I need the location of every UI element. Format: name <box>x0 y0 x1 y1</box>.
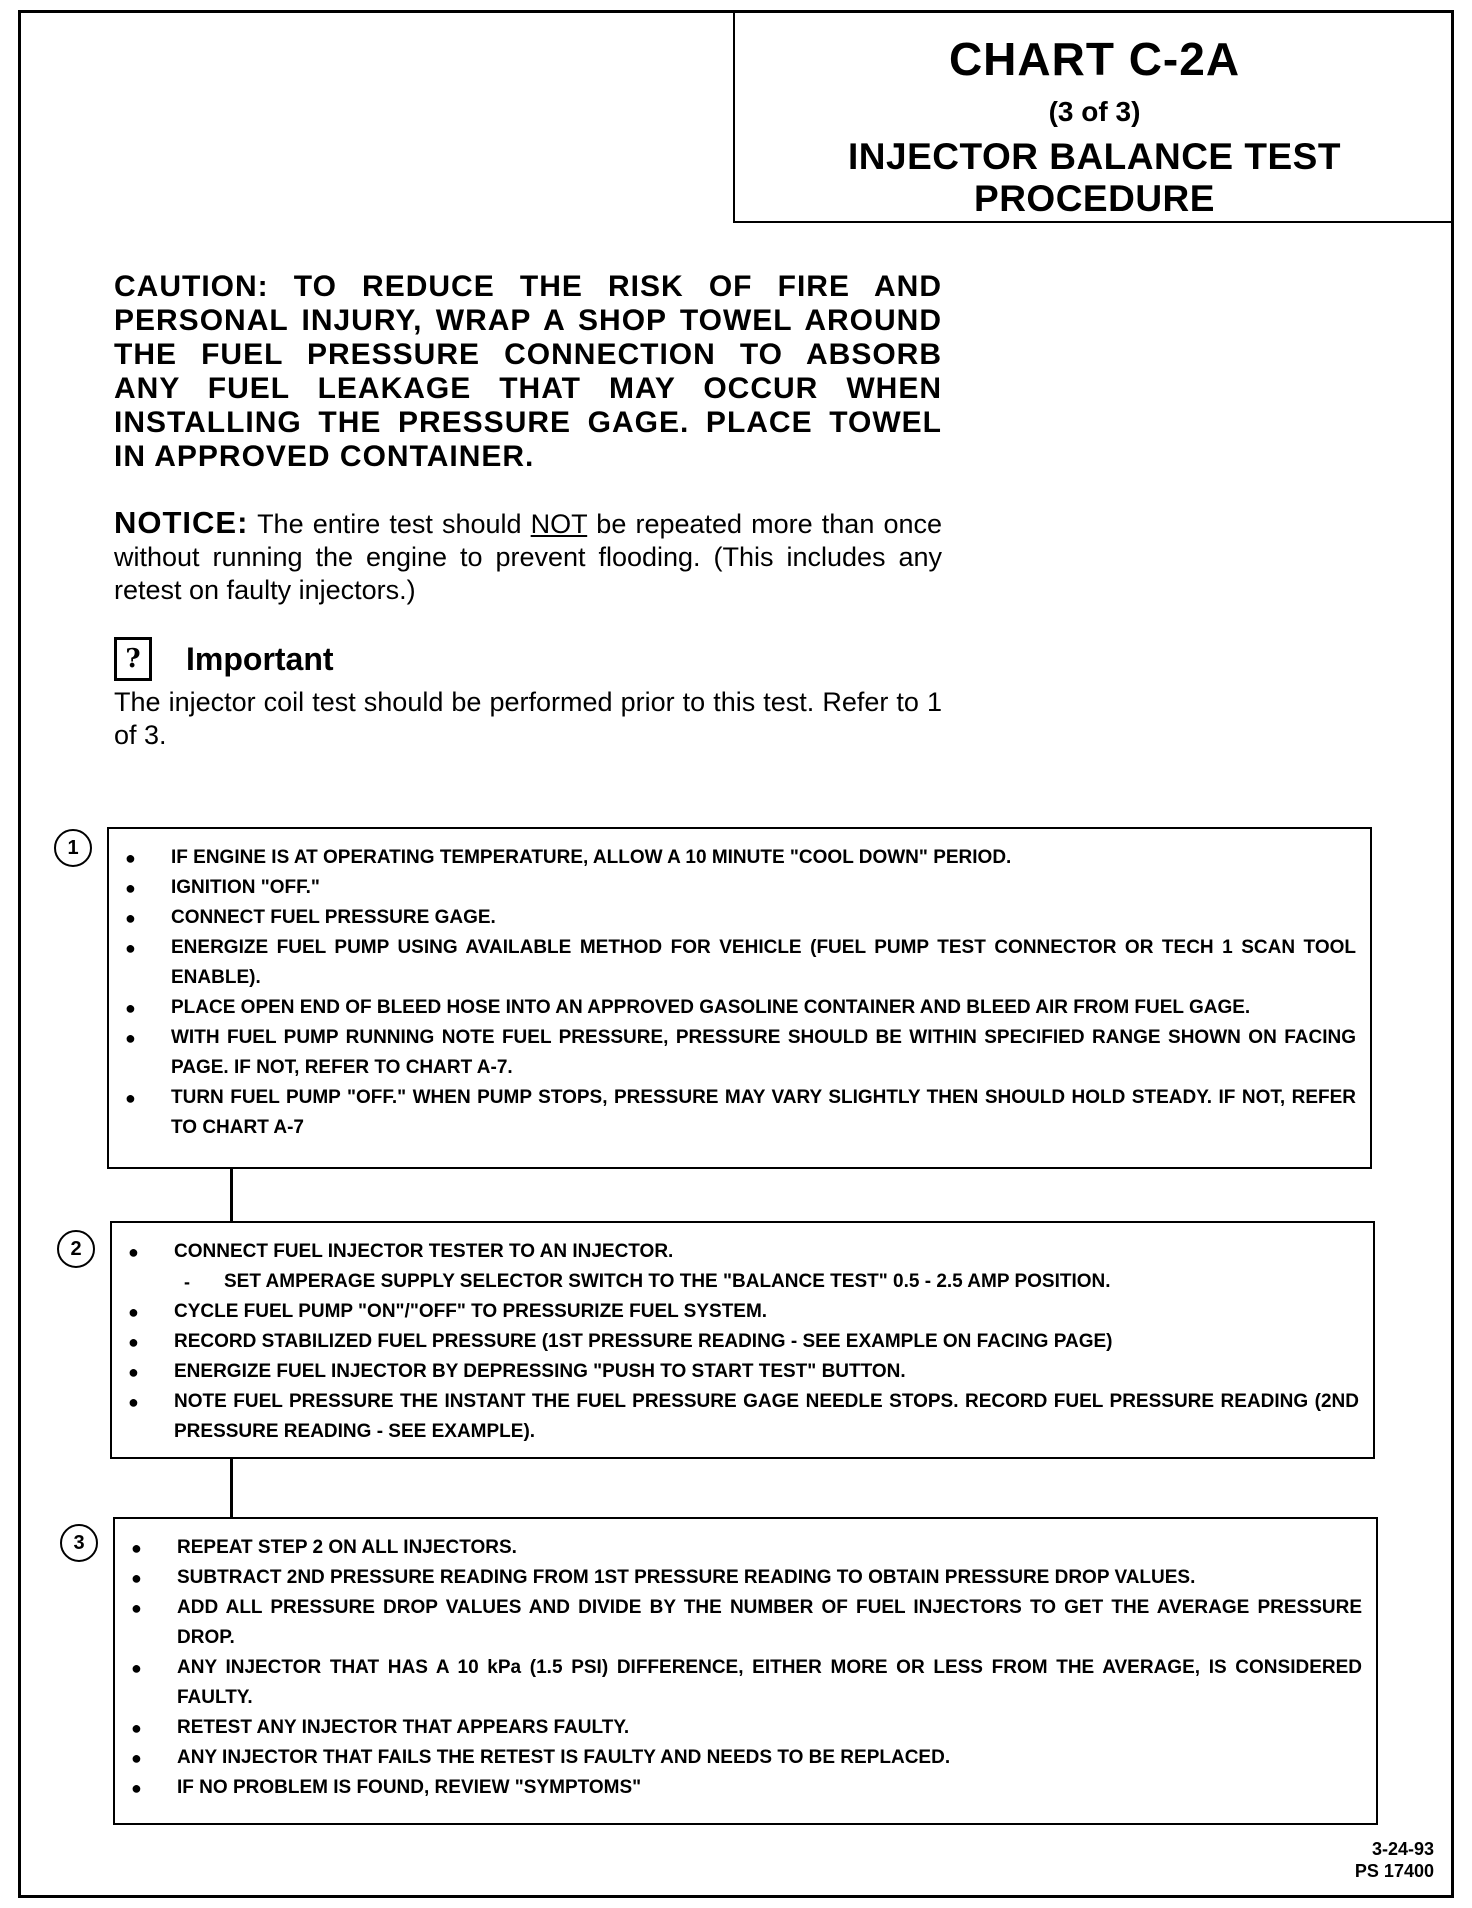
title-box <box>733 10 1454 223</box>
notice-text-after: be repeated more than once without running the engine to prevent flooding. (This includes any retest on faulty injectors.) <box>114 509 942 605</box>
list-item: ● ADD ALL PRESSURE DROP VALUES AND DIVIDE BY THE NUMBER OF FUEL INJECTORS TO GET THE AVERAGE PRESSURE DROP. <box>177 1593 1362 1653</box>
bullet-icon: ● <box>131 1778 142 1798</box>
notice-label: NOTICE: <box>114 505 249 540</box>
list-item: ● ANY INJECTOR THAT HAS A 10 kPa (1.5 PSI) DIFFERENCE, EITHER MORE OR LESS FROM THE AVERAGE, IS CONSIDERED FAULTY. <box>177 1653 1362 1713</box>
notice-text-before: The entire test should <box>248 509 531 539</box>
step-3-box <box>113 1517 1378 1825</box>
bullet-icon: ● <box>131 1538 142 1558</box>
connector-line-1-2 <box>230 1169 233 1221</box>
step-3-number: 3 <box>60 1524 98 1562</box>
bullet-icon: ● <box>125 848 136 868</box>
list-item: - SET AMPERAGE SUPPLY SELECTOR SWITCH TO THE "BALANCE TEST" 0.5 - 2.5 AMP POSITION. <box>174 1267 1359 1297</box>
list-item: ● IF ENGINE IS AT OPERATING TEMPERATURE, ALLOW A 10 MINUTE "COOL DOWN" PERIOD. <box>171 843 1356 873</box>
list-item: ● PLACE OPEN END OF BLEED HOSE INTO AN APPROVED GASOLINE CONTAINER AND BLEED AIR FROM FUEL GAGE. <box>171 993 1356 1023</box>
notice-paragraph <box>114 506 942 607</box>
list-item: ● IF NO PROBLEM IS FOUND, REVIEW "SYMPTOMS" <box>177 1773 1362 1803</box>
bullet-icon: ● <box>128 1302 139 1322</box>
list-item: ● ANY INJECTOR THAT FAILS THE RETEST IS FAULTY AND NEEDS TO BE REPLACED. <box>177 1743 1362 1773</box>
notice-emphasis: NOT <box>530 509 588 539</box>
important-text: The injector coil test should be performed prior to this test. Refer to 1 of 3. <box>114 687 942 750</box>
list-item: ● SUBTRACT 2ND PRESSURE READING FROM 1ST PRESSURE READING TO OBTAIN PRESSURE DROP VALUES. <box>177 1563 1362 1593</box>
important-heading <box>114 636 334 682</box>
list-item: ● CONNECT FUEL PRESSURE GAGE. <box>171 903 1356 933</box>
bullet-icon: ● <box>131 1598 142 1618</box>
bullet-icon: ● <box>131 1718 142 1738</box>
footer <box>1355 1838 1434 1882</box>
caution-text: CAUTION: TO REDUCE THE RISK OF FIRE AND PERSONAL INJURY, WRAP A SHOP TOWEL AROUND THE FUEL PRESSURE CONNECTION TO ABSORB ANY FUEL LEAKAGE THAT MAY OCCUR WHEN INSTALLING THE PRESSURE GAGE. PLACE TOWEL IN APPROVED CONTAINER. <box>114 270 942 473</box>
bullet-icon: ● <box>131 1568 142 1588</box>
bullet-icon: ● <box>128 1242 139 1262</box>
step-2-box <box>110 1221 1375 1459</box>
chart-page-indicator: (3 of 3) <box>1048 96 1141 127</box>
chart-title: CHART C-2A <box>948 33 1241 85</box>
list-item: ● RECORD STABILIZED FUEL PRESSURE (1ST PRESSURE READING - SEE EXAMPLE ON FACING PAGE) <box>174 1327 1359 1357</box>
bullet-icon: ● <box>125 908 136 928</box>
bullet-icon: ● <box>125 998 136 1018</box>
list-item: ● REPEAT STEP 2 ON ALL INJECTORS. <box>177 1533 1362 1563</box>
bullet-icon: ● <box>125 1028 136 1048</box>
bullet-icon: ● <box>125 938 136 958</box>
important-label: Important <box>186 640 334 677</box>
bullet-icon: ● <box>131 1658 142 1678</box>
step-1-number: 1 <box>54 829 92 867</box>
important-icon: ? <box>114 637 152 681</box>
list-item: ● CYCLE FUEL PUMP "ON"/"OFF" TO PRESSURIZE FUEL SYSTEM. <box>174 1297 1359 1327</box>
bullet-icon: ● <box>128 1392 139 1412</box>
list-item: ● IGNITION "OFF." <box>171 873 1356 903</box>
footer-code: PS 17400 <box>1354 1861 1434 1881</box>
list-item: ● WITH FUEL PUMP RUNNING NOTE FUEL PRESSURE, PRESSURE SHOULD BE WITHIN SPECIFIED RANGE SHOWN ON FACING PAGE. IF NOT, REFER TO CHART A-7. <box>171 1023 1356 1083</box>
step-2-list <box>128 1237 1359 1447</box>
list-item: ● TURN FUEL PUMP "OFF." WHEN PUMP STOPS, PRESSURE MAY VARY SLIGHTLY THEN SHOULD HOLD STEADY. IF NOT, REFER TO CHART A-7 <box>171 1083 1356 1143</box>
bullet-icon: ● <box>125 1088 136 1108</box>
list-item: ● RETEST ANY INJECTOR THAT APPEARS FAULTY. <box>177 1713 1362 1743</box>
list-item: ● ENERGIZE FUEL INJECTOR BY DEPRESSING "PUSH TO START TEST" BUTTON. <box>174 1357 1359 1387</box>
step-3-list <box>131 1533 1362 1803</box>
bullet-icon: ● <box>125 878 136 898</box>
step-1-box <box>107 827 1372 1169</box>
footer-date: 3-24-93 <box>1371 1839 1434 1859</box>
chart-description: INJECTOR BALANCE TEST PROCEDURE <box>848 136 1341 219</box>
bullet-icon: ● <box>131 1748 142 1768</box>
list-item: ● ENERGIZE FUEL PUMP USING AVAILABLE METHOD FOR VEHICLE (FUEL PUMP TEST CONNECTOR OR TECH 1 SCAN TOOL ENABLE). <box>171 933 1356 993</box>
dash-icon: - <box>184 1272 190 1292</box>
step-2-number: 2 <box>57 1230 95 1268</box>
connector-line-2-3 <box>230 1459 233 1517</box>
bullet-icon: ● <box>128 1332 139 1352</box>
step-1-list <box>125 843 1356 1143</box>
list-item: ● NOTE FUEL PRESSURE THE INSTANT THE FUEL PRESSURE GAGE NEEDLE STOPS. RECORD FUEL PRESSURE READING (2ND PRESSURE READING - SEE EXAMPLE). <box>174 1387 1359 1447</box>
list-item: ● CONNECT FUEL INJECTOR TESTER TO AN INJECTOR. <box>174 1237 1359 1267</box>
bullet-icon: ● <box>128 1362 139 1382</box>
